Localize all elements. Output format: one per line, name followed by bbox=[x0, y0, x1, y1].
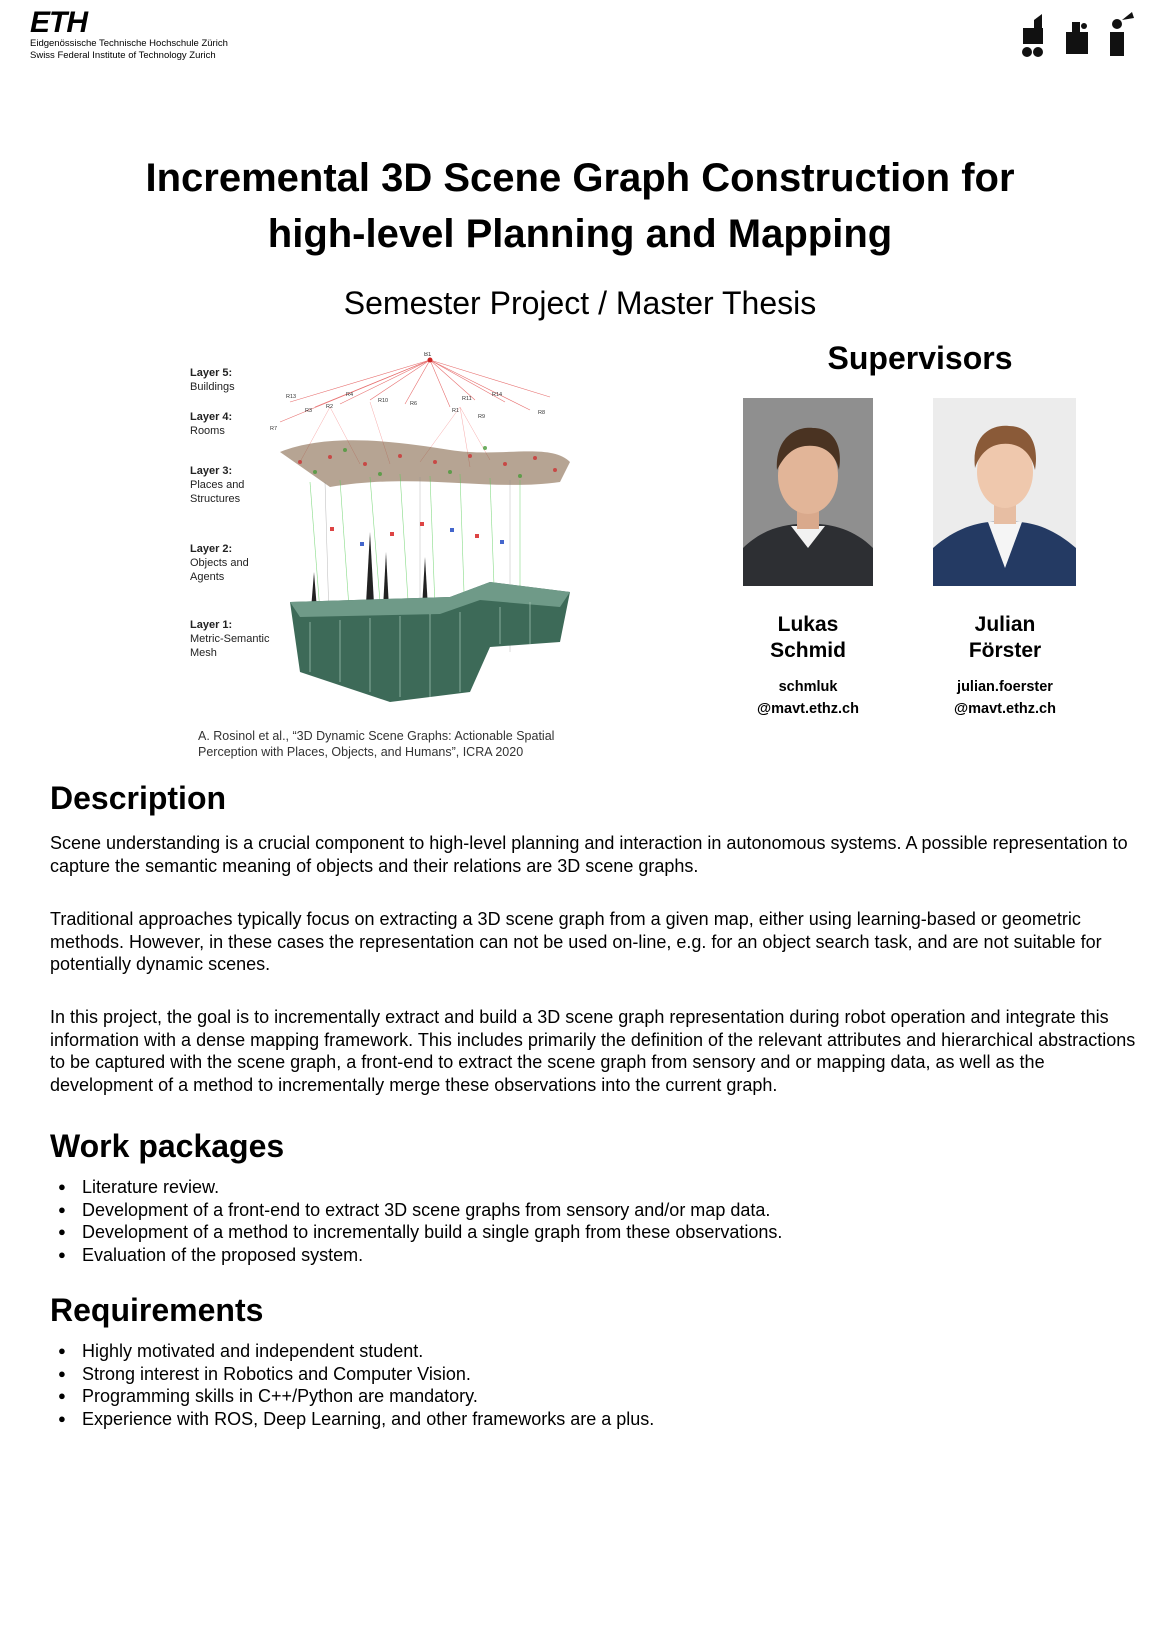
node-label: R1 bbox=[452, 408, 460, 414]
figure-caption: A. Rosinol et al., “3D Dynamic Scene Graphs: Actionable Spatial Perception with Places, Objects, and Humans”, ICRA 2020 bbox=[198, 729, 555, 759]
node-label: R4 bbox=[346, 392, 354, 398]
list-item: ● Programming skills in C++/Python are mandatory. bbox=[50, 1385, 654, 1408]
layer-label-2: Layer 2: Objects and Agents bbox=[190, 543, 249, 583]
supervisor-email-julian[interactable]: julian.foerster @mavt.ethz.ch bbox=[954, 679, 1056, 717]
supervisor-photo-lukas bbox=[743, 398, 873, 586]
eth-name-english: Swiss Federal Institute of Technology Zurich bbox=[30, 50, 216, 61]
node-label: R2 bbox=[326, 404, 334, 410]
work-packages-heading: Work packages bbox=[50, 1128, 285, 1164]
supervisor-photo-julian bbox=[933, 398, 1076, 586]
eth-name-german: Eidgenössische Technische Hochschule Zürich bbox=[30, 38, 228, 49]
requirements-list bbox=[50, 1340, 654, 1430]
node-label: B1 bbox=[424, 352, 432, 358]
list-item: ● Experience with ROS, Deep Learning, and other frameworks are a plus. bbox=[50, 1408, 654, 1431]
node-label: R3 bbox=[305, 408, 313, 414]
supervisors-heading: Supervisors bbox=[827, 340, 1013, 376]
title-line-1: Incremental 3D Scene Graph Construction for bbox=[145, 156, 1015, 200]
layer-label-3: Layer 3: Places and Structures bbox=[190, 465, 245, 505]
description-paragraph-1: Scene understanding is a crucial component to high-level planning and interaction in autonomous systems. A possible representation to capture the semantic meaning of objects and their relations are 3D scene graphs. bbox=[50, 833, 1128, 876]
scene-graph-illustration bbox=[270, 352, 610, 722]
eth-logo bbox=[30, 8, 260, 62]
list-item: ● Literature review. bbox=[50, 1176, 782, 1199]
person-icon bbox=[933, 398, 1076, 586]
layer-label-1: Layer 1: Metric-Semantic Mesh bbox=[190, 619, 270, 659]
node-label: R9 bbox=[478, 414, 486, 420]
layer-label-4: Layer 4: Rooms bbox=[190, 411, 233, 437]
supervisor-name-lukas: Lukas Schmid bbox=[770, 613, 846, 662]
node-label: R11 bbox=[462, 396, 472, 402]
list-item: ● Development of a method to incrementally build a single graph from these observations. bbox=[50, 1221, 782, 1244]
list-item: ● Highly motivated and independent student. bbox=[50, 1340, 654, 1363]
list-item: ● Evaluation of the proposed system. bbox=[50, 1244, 782, 1267]
description-heading: Description bbox=[50, 780, 227, 816]
node-label: R7 bbox=[270, 426, 278, 432]
eth-wordmark: ETH bbox=[30, 6, 87, 39]
scene-graph-figure bbox=[190, 352, 610, 732]
work-packages-list bbox=[50, 1176, 782, 1266]
node-label: R14 bbox=[492, 392, 503, 398]
description-paragraph-2: Traditional approaches typically focus on extracting a 3D scene graph from a given map, either using learning-based or geometric methods. However, in these cases the representation can not be used on-line, e.g. for an object search task, and are not suitable for potentially dynamic scenes. bbox=[50, 909, 1102, 974]
supervisor-email-lukas[interactable]: schmluk @mavt.ethz.ch bbox=[757, 679, 859, 717]
page-subtitle: Semester Project / Master Thesis bbox=[343, 285, 817, 321]
layer-label-5: Layer 5: Buildings bbox=[190, 367, 235, 393]
supervisor-name-julian: Julian Förster bbox=[968, 613, 1042, 662]
node-label: R10 bbox=[378, 398, 389, 404]
node-label: R8 bbox=[538, 410, 546, 416]
person-icon bbox=[743, 398, 873, 586]
lab-logo-icon bbox=[1020, 8, 1142, 66]
list-item: ● Development of a front-end to extract 3D scene graphs from sensory and/or map data. bbox=[50, 1199, 782, 1222]
node-label: R6 bbox=[410, 401, 418, 407]
page-title bbox=[80, 150, 1080, 262]
requirements-heading: Requirements bbox=[50, 1292, 264, 1328]
description-paragraph-3: In this project, the goal is to incrementally extract and build a 3D scene graph representation during robot operation and integrate this information with a dense mapping framework. This includes primarily the definition of the relevant attributes and hierarchical abstractions to be captured with the scene graph, a front-end to extract the scene graph from sensory and or mapping data, as well as the development of a method to incrementally merge these observations into the current graph. bbox=[50, 1007, 1136, 1095]
list-item: ● Strong interest in Robotics and Computer Vision. bbox=[50, 1363, 654, 1386]
title-line-2: high-level Planning and Mapping bbox=[267, 212, 893, 256]
node-label: R13 bbox=[286, 394, 297, 400]
